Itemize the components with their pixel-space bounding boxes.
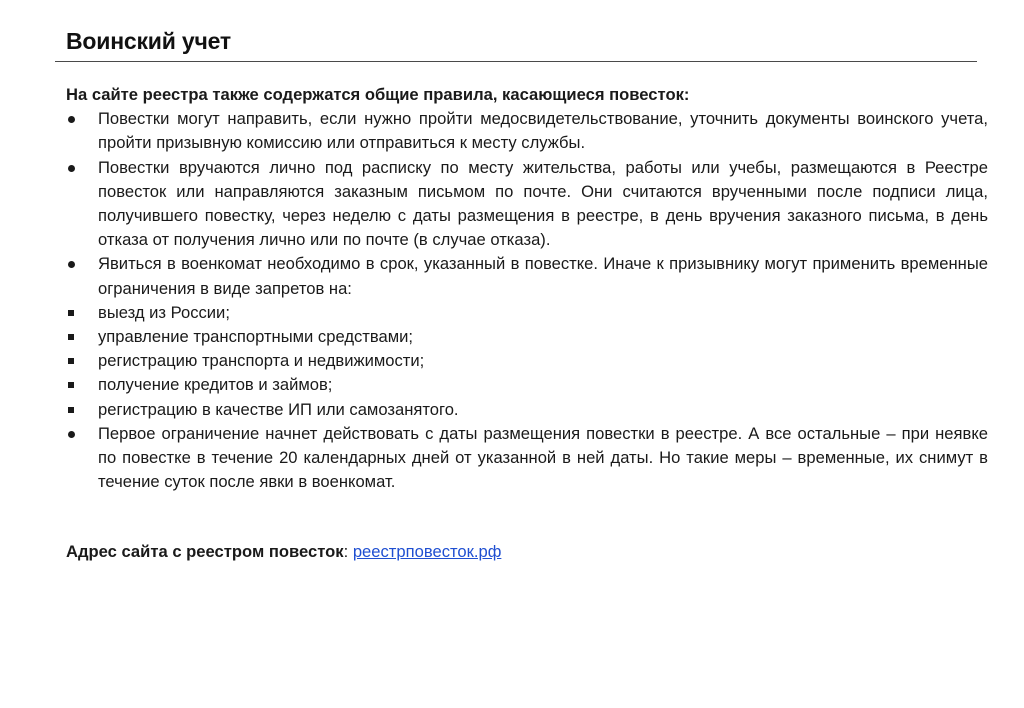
title-divider	[55, 61, 977, 62]
list-item-text: получение кредитов и займов;	[98, 375, 333, 395]
list-item	[66, 373, 988, 397]
slide-title: Воинский учет	[66, 28, 231, 54]
list-item	[66, 107, 988, 155]
list-item	[66, 398, 988, 422]
address-label: Адрес сайта с реестром повесток	[66, 542, 344, 561]
address-separator: :	[343, 542, 353, 561]
rules-list	[66, 107, 988, 494]
registry-address	[66, 540, 501, 564]
slide-content	[66, 83, 988, 494]
registry-link[interactable]: реестрповесток.рф	[352, 542, 502, 561]
intro-text: На сайте реестра также содержатся общие правила, касающиеся повесток:	[66, 85, 690, 104]
list-item	[66, 156, 988, 253]
list-item-text: Повестки вручаются лично под расписку по месту жительства, работы или учебы, размещаются в Реестре повесток или направляются заказным письмом по почте. Они считаются врученными после подписи лица, получившего повестку, через неделю с даты размещения в реестре, в день вручения заказного письма, в день отказа от получения лично или по почте (в случае отказа).	[98, 157, 988, 250]
list-item-text: Первое ограничение начнет действовать с даты размещения повестки в реестре. А все остальные – при неявке по повестке в течение 20 календарных дней от указанной в ней даты. Но такие меры – временные, их снимут в течение суток после явки в военкомат.	[98, 423, 988, 492]
list-item	[66, 252, 988, 300]
list-item-text: регистрацию в качестве ИП или самозанятого.	[98, 399, 459, 419]
list-item-text: регистрацию транспорта и недвижимости;	[98, 351, 425, 371]
list-item	[66, 422, 988, 495]
list-item	[66, 325, 988, 349]
list-item-text: Повестки могут направить, если нужно пройти медосвидетельствование, уточнить документы воинского учета, пройти призывную комиссию или отправиться к месту службы.	[98, 109, 988, 153]
list-item-text: Явиться в военкомат необходимо в срок, указанный в повестке. Иначе к призывнику могут применить временные ограничения в виде запретов на:	[98, 254, 988, 298]
list-item	[66, 349, 988, 373]
list-item-text: выезд из России;	[98, 302, 230, 322]
list-item-text: управление транспортными средствами;	[98, 327, 414, 347]
list-item	[66, 301, 988, 325]
